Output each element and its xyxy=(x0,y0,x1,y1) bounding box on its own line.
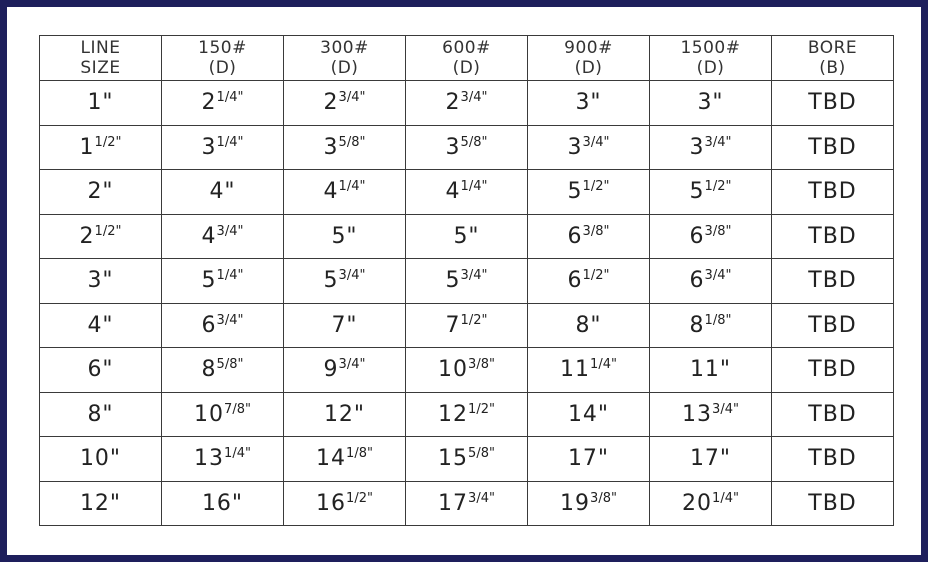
cell-fraction: 1/2" xyxy=(704,179,732,195)
cell-value: 3 xyxy=(567,134,583,160)
table-cell xyxy=(772,214,894,259)
cell-value: TBD xyxy=(808,312,857,338)
cell-fraction: 1/2" xyxy=(582,268,610,284)
cell-fraction: 5/8" xyxy=(468,446,495,462)
table-cell xyxy=(650,259,772,304)
cell-fraction: 7/8" xyxy=(224,401,251,417)
cell-fraction: 1/4" xyxy=(224,446,251,462)
cell-fraction: 5/8" xyxy=(460,134,488,150)
column-header xyxy=(284,36,406,81)
cell-fraction: 3/8" xyxy=(582,223,610,239)
cell-value: TBD xyxy=(808,90,857,116)
table-cell xyxy=(406,392,528,437)
cell-value: 2 xyxy=(323,90,339,116)
cell-value: 6 xyxy=(201,312,217,338)
table-cell xyxy=(40,81,162,126)
table-cell xyxy=(528,348,650,393)
table-cell xyxy=(284,81,406,126)
table-cell xyxy=(162,214,284,259)
document-panel xyxy=(7,7,921,555)
table-cell xyxy=(650,170,772,215)
cell-value: 9 xyxy=(323,357,339,383)
column-header-line-2: (D) xyxy=(574,58,603,78)
cell-fraction: 3/4" xyxy=(338,268,366,284)
table-row xyxy=(40,170,894,215)
cell-fraction: 1/8" xyxy=(346,446,373,462)
table-cell xyxy=(772,481,894,526)
cell-fraction: 1/2" xyxy=(346,490,373,506)
column-header xyxy=(406,36,528,81)
table-cell xyxy=(284,125,406,170)
table-cell xyxy=(528,481,650,526)
cell-value: 12 xyxy=(438,401,469,427)
cell-value: 8" xyxy=(575,312,602,338)
cell-fraction: 3/4" xyxy=(338,90,366,106)
table-row xyxy=(40,81,894,126)
table-cell xyxy=(40,170,162,215)
table-cell xyxy=(284,170,406,215)
table-cell xyxy=(406,214,528,259)
table-body xyxy=(40,81,894,526)
cell-value: 6" xyxy=(87,357,114,383)
cell-value: 3 xyxy=(689,134,705,160)
cell-value: 4 xyxy=(323,179,339,205)
table-cell xyxy=(650,303,772,348)
cell-value: 2" xyxy=(87,179,114,205)
table-cell xyxy=(650,392,772,437)
cell-fraction: 3/4" xyxy=(704,268,732,284)
column-header-line-2: (D) xyxy=(330,58,359,78)
cell-value: TBD xyxy=(808,490,857,516)
cell-value: 2 xyxy=(201,90,217,116)
cell-value: TBD xyxy=(808,401,857,427)
table-cell xyxy=(528,214,650,259)
cell-fraction: 1/2" xyxy=(94,223,122,239)
cell-value: 7 xyxy=(445,312,461,338)
table-cell xyxy=(406,259,528,304)
cell-fraction: 1/4" xyxy=(216,268,244,284)
table-cell xyxy=(284,348,406,393)
cell-value: TBD xyxy=(808,446,857,472)
table-cell xyxy=(162,392,284,437)
cell-value: 5 xyxy=(567,179,583,205)
table-cell xyxy=(528,303,650,348)
cell-fraction: 3/8" xyxy=(590,490,617,506)
table-cell xyxy=(40,259,162,304)
table-cell xyxy=(40,125,162,170)
cell-value: 20 xyxy=(682,490,713,516)
table-cell xyxy=(772,392,894,437)
column-header-line-1: LINE xyxy=(80,38,121,58)
table-row xyxy=(40,437,894,482)
table-cell xyxy=(406,348,528,393)
cell-fraction: 3/4" xyxy=(216,312,244,328)
cell-fraction: 1/8" xyxy=(704,312,732,328)
cell-value: 6 xyxy=(689,268,705,294)
cell-value: 4" xyxy=(209,179,236,205)
cell-value: 6 xyxy=(567,268,583,294)
column-header-line-2: (B) xyxy=(819,58,846,78)
cell-value: 19 xyxy=(560,490,591,516)
table-cell xyxy=(162,81,284,126)
column-header-line-2: (D) xyxy=(452,58,481,78)
cell-value: 14 xyxy=(316,446,347,472)
table-cell xyxy=(650,437,772,482)
cell-fraction: 3/8" xyxy=(704,223,732,239)
cell-value: 13 xyxy=(682,401,713,427)
cell-value: TBD xyxy=(808,134,857,160)
table-cell xyxy=(772,348,894,393)
table-cell xyxy=(284,259,406,304)
cell-fraction: 3/4" xyxy=(704,134,732,150)
table-cell xyxy=(162,481,284,526)
cell-value: 4" xyxy=(87,312,114,338)
table-cell xyxy=(406,481,528,526)
cell-fraction: 1/2" xyxy=(460,312,488,328)
cell-value: 11 xyxy=(560,357,591,383)
cell-value: 7" xyxy=(331,312,358,338)
cell-fraction: 5/8" xyxy=(216,357,244,373)
table-cell xyxy=(528,81,650,126)
table-cell xyxy=(772,125,894,170)
table-row xyxy=(40,348,894,393)
header-row xyxy=(40,36,894,81)
table-cell xyxy=(772,303,894,348)
cell-fraction: 3/4" xyxy=(582,134,610,150)
cell-value: 3" xyxy=(575,90,602,116)
table-row xyxy=(40,303,894,348)
cell-fraction: 1/2" xyxy=(582,179,610,195)
cell-fraction: 1/2" xyxy=(94,134,122,150)
cell-fraction: 3/4" xyxy=(460,90,488,106)
cell-value: 10" xyxy=(79,446,122,472)
cell-value: 12" xyxy=(323,401,366,427)
table-cell xyxy=(40,348,162,393)
column-header-line-1: 300# xyxy=(320,38,369,58)
cell-value: 3 xyxy=(201,134,217,160)
table-row xyxy=(40,214,894,259)
cell-value: 15 xyxy=(438,446,469,472)
table-cell xyxy=(406,170,528,215)
cell-value: 16" xyxy=(201,490,244,516)
column-header-line-1: 1500# xyxy=(680,38,741,58)
cell-value: 5 xyxy=(445,268,461,294)
table-cell xyxy=(284,437,406,482)
cell-value: 14" xyxy=(567,401,610,427)
cell-value: 3" xyxy=(697,90,724,116)
table-cell xyxy=(406,303,528,348)
cell-fraction: 3/4" xyxy=(216,223,244,239)
column-header xyxy=(528,36,650,81)
cell-fraction: 3/4" xyxy=(460,268,488,284)
table-cell xyxy=(650,81,772,126)
cell-value: 17 xyxy=(438,490,469,516)
column-header-line-1: BORE xyxy=(807,38,858,58)
table-cell xyxy=(528,437,650,482)
cell-fraction: 1/4" xyxy=(338,179,366,195)
table-cell xyxy=(284,481,406,526)
cell-fraction: 1/2" xyxy=(468,401,495,417)
table-cell xyxy=(772,81,894,126)
cell-fraction: 3/4" xyxy=(468,490,495,506)
table-cell xyxy=(406,125,528,170)
cell-fraction: 3/8" xyxy=(468,357,495,373)
table-cell xyxy=(162,170,284,215)
table-cell xyxy=(40,437,162,482)
cell-value: 2 xyxy=(445,90,461,116)
cell-value: 12" xyxy=(79,490,122,516)
table-cell xyxy=(772,437,894,482)
cell-value: 10 xyxy=(438,357,469,383)
table-cell xyxy=(406,437,528,482)
table-cell xyxy=(528,259,650,304)
cell-fraction: 3/4" xyxy=(712,401,739,417)
cell-value: 4 xyxy=(445,179,461,205)
table-row xyxy=(40,125,894,170)
table-cell xyxy=(40,481,162,526)
cell-value: 3" xyxy=(87,268,114,294)
table-cell xyxy=(650,481,772,526)
cell-value: 5 xyxy=(689,179,705,205)
cell-fraction: 1/4" xyxy=(216,134,244,150)
cell-value: 1 xyxy=(79,134,95,160)
cell-value: 6 xyxy=(567,223,583,249)
cell-value: 17" xyxy=(567,446,610,472)
cell-value: 5" xyxy=(331,223,358,249)
table-cell xyxy=(528,125,650,170)
cell-fraction: 1/4" xyxy=(460,179,488,195)
table-row xyxy=(40,392,894,437)
column-header xyxy=(772,36,894,81)
column-header-line-2: (D) xyxy=(696,58,725,78)
cell-value: TBD xyxy=(808,223,857,249)
cell-fraction: 1/4" xyxy=(590,357,617,373)
table-cell xyxy=(162,348,284,393)
cell-value: 8 xyxy=(689,312,705,338)
table-cell xyxy=(772,170,894,215)
cell-value: 11" xyxy=(689,357,732,383)
cell-value: 17" xyxy=(689,446,732,472)
flange-size-table xyxy=(39,35,894,526)
table-cell xyxy=(650,125,772,170)
table-cell xyxy=(650,214,772,259)
column-header-line-1: 900# xyxy=(564,38,613,58)
column-header-line-2: (D) xyxy=(208,58,237,78)
column-header-line-1: 150# xyxy=(198,38,247,58)
cell-value: 3 xyxy=(323,134,339,160)
cell-value: 1" xyxy=(87,90,114,116)
cell-value: 3 xyxy=(445,134,461,160)
table-cell xyxy=(40,214,162,259)
table-cell xyxy=(284,214,406,259)
column-header-line-2: SIZE xyxy=(80,58,121,78)
table-cell xyxy=(162,125,284,170)
cell-fraction: 3/4" xyxy=(338,357,366,373)
table-cell xyxy=(40,392,162,437)
table-cell xyxy=(406,81,528,126)
cell-value: 8" xyxy=(87,401,114,427)
cell-value: 5 xyxy=(201,268,217,294)
cell-fraction: 1/4" xyxy=(216,90,244,106)
column-header xyxy=(650,36,772,81)
table-cell xyxy=(284,392,406,437)
cell-value: 10 xyxy=(194,401,225,427)
cell-value: 2 xyxy=(79,223,95,249)
column-header-line-1: 600# xyxy=(442,38,491,58)
cell-value: 5" xyxy=(453,223,480,249)
cell-value: 6 xyxy=(689,223,705,249)
table-cell xyxy=(772,259,894,304)
table-cell xyxy=(284,303,406,348)
table-cell xyxy=(650,348,772,393)
table-cell xyxy=(162,303,284,348)
table-row xyxy=(40,481,894,526)
column-header xyxy=(40,36,162,81)
cell-value: 4 xyxy=(201,223,217,249)
cell-value: 5 xyxy=(323,268,339,294)
cell-value: 8 xyxy=(201,357,217,383)
cell-fraction: 5/8" xyxy=(338,134,366,150)
table-cell xyxy=(528,170,650,215)
cell-value: TBD xyxy=(808,268,857,294)
table-cell xyxy=(162,437,284,482)
table-row xyxy=(40,259,894,304)
cell-value: 13 xyxy=(194,446,225,472)
cell-value: TBD xyxy=(808,357,857,383)
cell-fraction: 1/4" xyxy=(712,490,739,506)
table-cell xyxy=(162,259,284,304)
column-header xyxy=(162,36,284,81)
table-cell xyxy=(40,303,162,348)
cell-value: TBD xyxy=(808,179,857,205)
cell-value: 16 xyxy=(316,490,347,516)
table-cell xyxy=(528,392,650,437)
